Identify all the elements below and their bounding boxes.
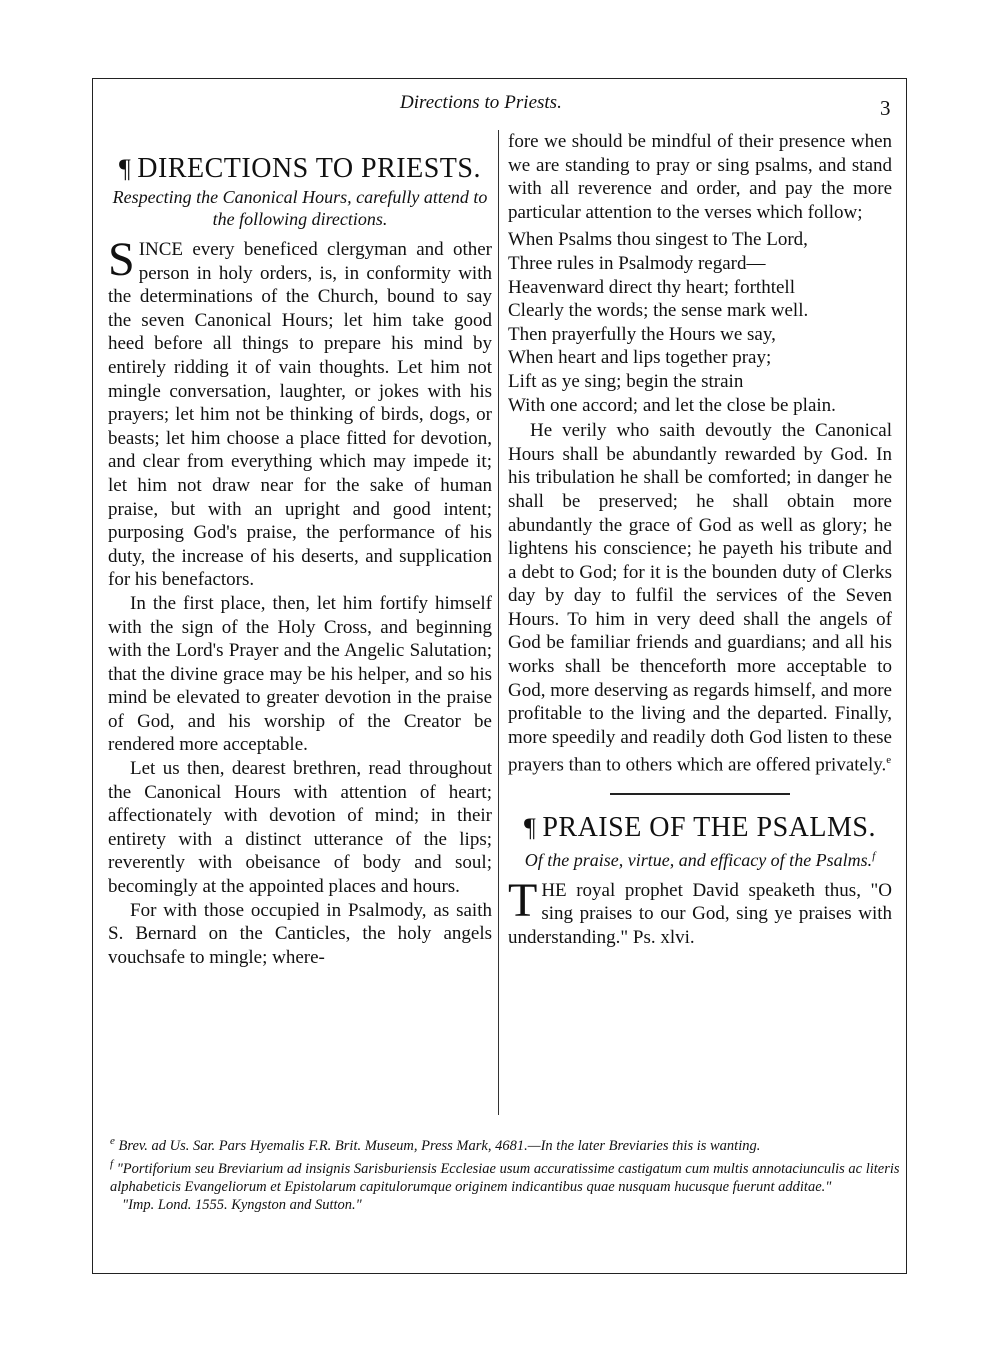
paragraph: In the first place, then, let him fortify himself with the sign of the Holy Cross, and beginning with the Lord's Prayer and the Angelic Salutation; that the divine grace may be his helper, and so his mind be elevated to greater devotion in the praise of God, and his worship of the Creator be rendered more acceptable. xyxy=(108,592,492,756)
section-rule xyxy=(610,793,790,795)
footnote-imprint: "Imp. Lond. 1555. Kyngston and Sutton." xyxy=(122,1196,362,1213)
drop-cap: T xyxy=(508,873,538,927)
pilcrow-icon: ¶ xyxy=(119,154,132,183)
running-head-word-3: Priests. xyxy=(504,92,562,113)
subheading-text: Of the praise, virtue, and efficacy of the Psalms. xyxy=(524,849,873,870)
heading-text: DIRECTIONS TO PRIESTS. xyxy=(137,153,481,184)
verse-line: Clearly the words; the sense mark well. xyxy=(508,300,809,322)
section-heading-directions xyxy=(108,154,492,184)
footnotes xyxy=(110,1132,900,1214)
section-heading-psalms xyxy=(508,813,892,843)
paragraph-text: He verily who saith devoutly the Canonical Hours shall be abundantly rewarded by God. In his tribulation he shall be comforted; in danger he shall be preserved; he shall obtain more abundantly the grace of God as well as glory; he lightens his conscience; he payeth his tribute and a debt to God; for it is the bounden duty of Clerks day by day to fulfil the services of the Seven Hours. To him in very deed shall the angels of God be familiar friends and guardians; and all his works shall be thenceforth more acceptable to God, more deserving as regards himself, and more profitable to the living and the departed. Finally, more speedily and readily doth God listen to these prayers than to others which are offered privately. xyxy=(508,420,892,776)
running-head-word-1: Directions xyxy=(400,92,480,113)
running-head xyxy=(400,92,562,114)
footnote-mark: f xyxy=(110,1157,114,1170)
footnote-ref: e xyxy=(886,754,892,767)
footnote-ref: f xyxy=(872,849,876,862)
paragraph: Let us then, dearest brethren, read throughout the Canonical Hours with attention of heart; affectionately with devotion of mind; in their entirety with a distinct utterance of the lips; reverently with obeisance of body and soul; becomingly at the appointed places and hours. xyxy=(108,758,492,898)
footnote-text: Brev. ad Us. Sar. Pars Hyemalis F.R. Brit. Museum, Press Mark, 4681.—In the later Breviaries this is wanting. xyxy=(118,1137,761,1154)
left-column xyxy=(108,130,492,969)
paragraph xyxy=(108,233,492,592)
paragraph-text: INCE every beneficed clergyman and other person in holy orders, is, in conformity with the determinations of the Church, bound to say the seven Canonical Hours; let him take good heed before all things to prepare his mind by entirely ridding it of vain thoughts. Let him not mingle conversation, laughter, or jokes with his prayers; let him not be thinking of birds, dogs, or beasts; let him choose a place fitted for devotion, and clear from everything which may impede it; let him not draw near for the sake of human praise, but with an upright and good intent; purposing God's praise, the performance of his duty, the increase of his deserts, and supplication for his benefactors. xyxy=(108,239,492,591)
paragraph xyxy=(508,873,892,950)
verse-line: Heavenward direct thy heart; forthtell xyxy=(508,276,795,298)
footnote-text: "Portiforium seu Breviarium ad insignis Sarisburiensis Ecclesiae usum accuratissime castigatum cum multis annotaciunculis ac literis alphabeticis Evangeliorum et Epistolarum capitulorumque originem indicantibus quae nusquam hucusque fuerunt additae." xyxy=(110,1160,900,1195)
verse-line: Then prayerfully the Hours we say, xyxy=(508,323,776,345)
subheading: Respecting the Canonical Hours, carefully attend to the following directions. xyxy=(112,187,488,229)
verse-line: Lift as ye sing; begin the strain xyxy=(508,370,744,392)
paragraph xyxy=(508,419,892,777)
verse-line: When Psalms thou singest to The Lord, xyxy=(508,229,808,251)
right-column xyxy=(508,130,892,950)
running-head-word-2: to xyxy=(484,92,500,113)
verse xyxy=(508,228,892,417)
subheading xyxy=(508,845,892,871)
paragraph: fore we should be mindful of their presence when we are standing to pray or sing psalms, and stand with all reverence and order, and pay the more particular attention to the verses which follow; xyxy=(508,131,892,223)
drop-cap: S xyxy=(108,233,135,286)
column-divider xyxy=(498,130,499,1115)
footnote-e xyxy=(110,1132,900,1155)
page-number: 3 xyxy=(880,96,891,120)
paragraph: For with those occupied in Psalmody, as saith S. Bernard on the Canticles, the holy angels vouchsafe to mingle; where- xyxy=(108,899,492,968)
pilcrow-icon: ¶ xyxy=(524,812,537,842)
paragraph-text: HE royal prophet David speaketh thus, "O sing praises to our God, sing ye praises with understanding." Ps. xlvi. xyxy=(508,879,892,949)
heading-text: PRAISE OF THE PSALMS. xyxy=(542,811,876,843)
verse-line: With one accord; and let the close be plain. xyxy=(508,394,836,416)
verse-line: Three rules in Psalmody regard— xyxy=(508,252,766,274)
verse-line: When heart and lips together pray; xyxy=(508,347,772,369)
footnote-mark: e xyxy=(110,1135,115,1147)
footnote-f xyxy=(110,1155,900,1196)
